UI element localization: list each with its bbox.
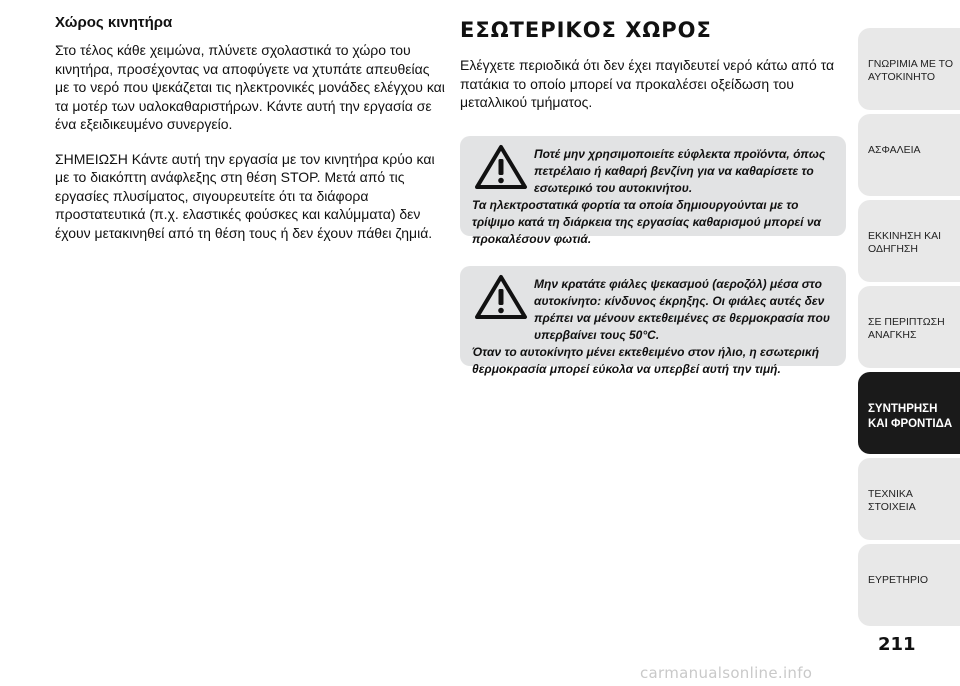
tab-emergency[interactable]: ΣΕ ΠΕΡΙΠΤΩΣΗ ΑΝΑΓΚΗΣ (858, 286, 960, 368)
tab-starting-driving[interactable]: ΕΚΚΙΝΗΣΗ ΚΑΙ ΟΔΗΓΗΣΗ (858, 200, 960, 282)
warning-triangle-icon (474, 144, 528, 190)
warning-box-aerosol (460, 266, 846, 376)
engine-bay-paragraph: Στο τέλος κάθε χειμώνα, πλύνετε σχολαστικά το χώρο του κινητήρα, προσέχοντας να αποφύγετε να χτυπάτε απευθείας με το νερό που ψεκάζεται τις ηλεκτρονικές μονάδες ελέγχου και τα μοτέρ των υαλοκαθαριστήρων. Κάντε αυτή την εργασία σε ένα εξειδικευμένο συνεργείο. (55, 42, 445, 132)
interior-title: ΕΣΩΤΕΡΙΚΟΣ ΧΩΡΟΣ (460, 18, 712, 42)
left-column (55, 14, 445, 258)
watermark-text: carmanualsonline.info (640, 664, 813, 682)
tab-getting-to-know[interactable]: ΓΝΩΡΙΜΙΑ ΜΕ ΤΟ ΑΥΤΟΚΙΝΗΤΟ (858, 28, 960, 110)
warning-rest-text: Όταν το αυτοκίνητο μένει εκτεθειμένο στον ήλιο, η εσωτερική θερμοκρασία μπορεί εύκολα να υπερβεί αυτή την τιμή. (472, 345, 820, 376)
interior-paragraph: Ελέγχετε περιοδικά ότι δεν έχει παγιδευτεί νερό κάτω από τα πατάκια το οποίο μπορεί να προκαλέσει οξείδωση του μεταλλικού τμήματος. (460, 57, 835, 110)
tab-index[interactable]: ΕΥΡΕΤΗΡΙΟ (858, 544, 960, 626)
section-heading-engine-bay: Χώρος κινητήρα (55, 14, 173, 31)
warning-box-flammable (460, 136, 846, 246)
warning-lead-text: Μην κρατάτε φιάλες ψεκασμού (αεροζόλ) μέσα στο αυτοκίνητο: κίνδυνος έκρηξης. Οι φιάλες αυτές δεν πρέπει να μένουν εκτεθειμένες σε θερμοκρασία που υπερβαίνει τους 50°C. (534, 277, 830, 342)
engine-bay-note: ΣΗΜΕΙΩΣΗ Κάντε αυτή την εργασία με τον κινητήρα κρύο και με το διακόπτη ανάφλεξης στη θέση STOP. Μετά από τις εργασίες πλυσίματος, σιγουρευτείτε ότι τα διάφορα προστατευτικά (π.χ. ελαστικές φούσκες και καλύμματα) δεν έχουν μετακινηθεί από τη θέση τους ή δεν έχουν πάθει ζημιά. (55, 150, 435, 241)
tab-maintenance-care[interactable]: ΣΥΝΤΗΡΗΣΗ ΚΑΙ ΦΡΟΝΤΙΔΑ (858, 372, 960, 454)
warning-rest-text: Τα ηλεκτροστατικά φορτία τα οποία δημιουργούνται με το τρίψιμο κατά τη διάρκεια της εργασίας καθαρισμού μπορεί να προκαλέσουν φωτιά. (472, 198, 821, 246)
warning-lead-text: Ποτέ μην χρησιμοποιείτε εύφλεκτα προϊόντα, όπως πετρέλαιο ή καθαρή βενζίνη για να καθαρίσετε το εσωτερικό του αυτοκινήτου. (534, 147, 826, 195)
right-column (460, 18, 850, 128)
warning-triangle-icon (474, 274, 528, 320)
tab-technical-data[interactable]: ΤΕΧΝΙΚΑ ΣΤΟΙΧΕΙΑ (858, 458, 960, 540)
tab-safety[interactable]: ΑΣΦΑΛΕΙΑ (858, 114, 960, 196)
page-number: 211 (878, 634, 916, 655)
